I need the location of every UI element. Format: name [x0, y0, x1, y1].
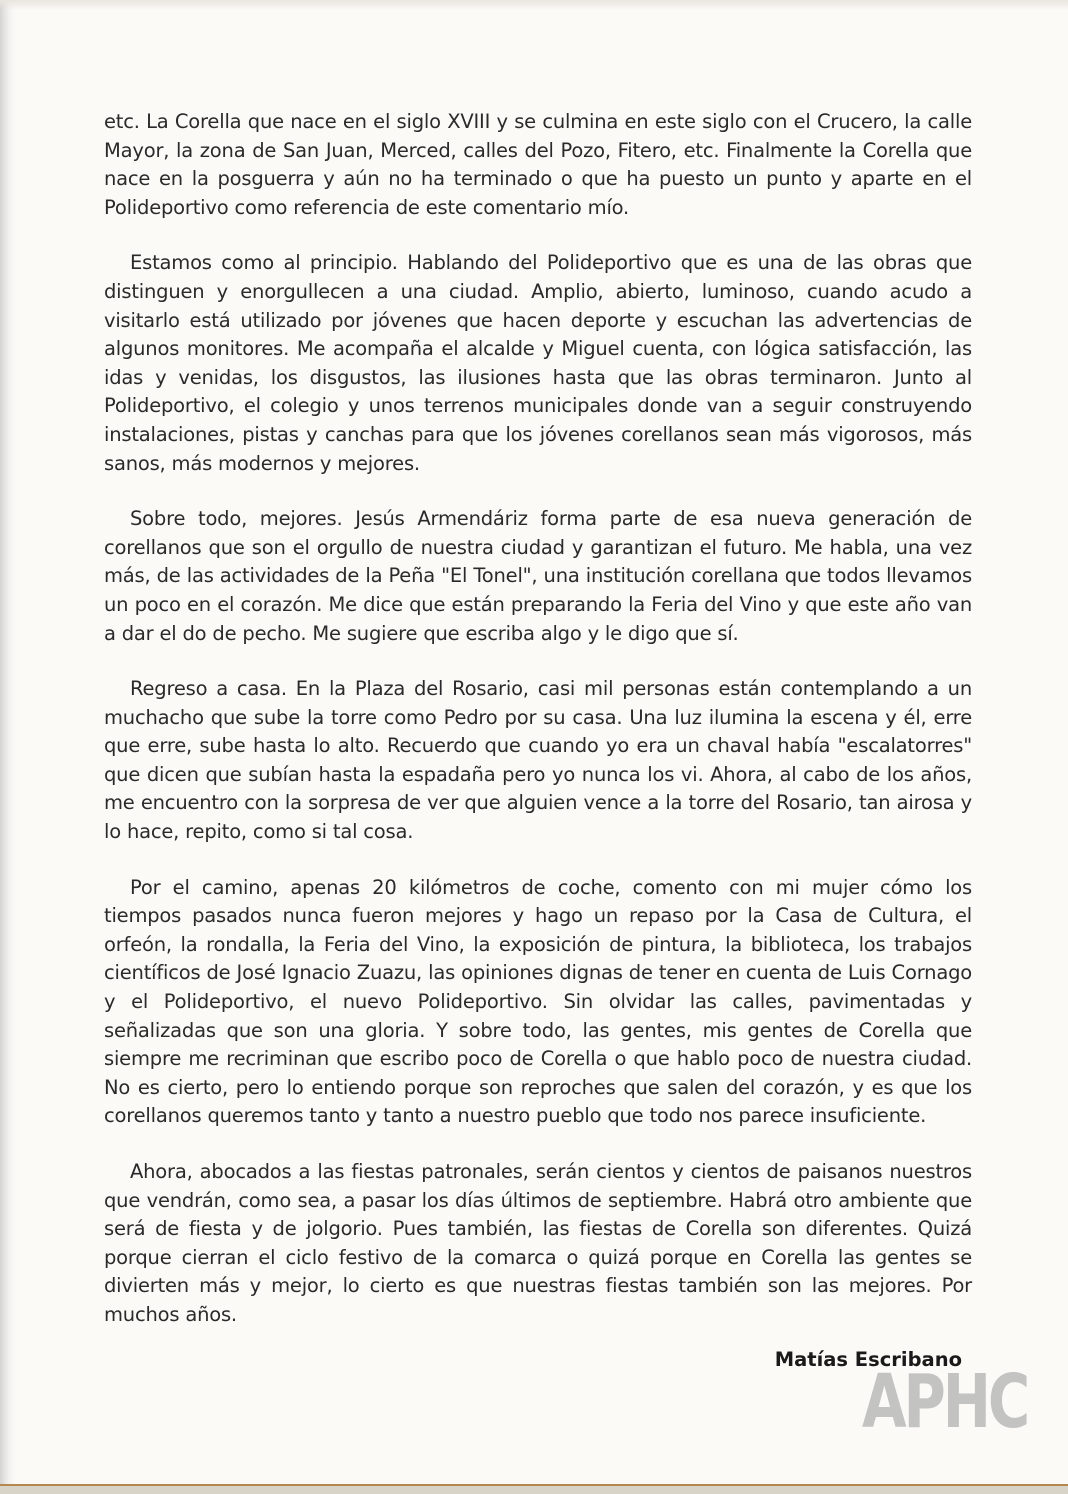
paragraph-3: Sobre todo, mejores. Jesús Armendáriz forma parte de esa nueva generación de corellanos que son el orgullo de nuestra ciudad y garantizan el futuro. Me habla, una vez más, de las actividades de la Peña "El Tonel", una institución corellana que todos llevamos un poco en el corazón. Me dice que están preparando la Feria del Vino y que este año van a dar el do de pecho. Me sugiere que escriba algo y le digo que sí.: [104, 507, 972, 645]
paragraph-5: Por el camino, apenas 20 kilómetros de coche, comento con mi mujer cómo los tiempos pasados nunca fueron mejores y hago un repaso por la Casa de Cultura, el orfeón, la rondalla, la Feria del Vino, la exposición de pintura, la biblioteca, los trabajos científicos de José Ignacio Zuazu, las opiniones dignas de tener en cuenta de Luis Cornago y el Polideportivo, el nuevo Polideportivo. Sin olvidar las calles, pavimentadas y señalizadas que son una gloria. Y sobre todo, las gentes, mis gentes de Corella que siempre me recriminan que escribo poco de Corella o que hablo poco de nuestra ciudad. No es cierto, pero lo entiendo porque son reproches que salen del corazón, y es que los corellanos queremos tanto y tanto a nuestro pueblo que todo nos parece insuficiente.: [104, 875, 972, 1128]
paragraph-2: Estamos como al principio. Hablando del Polideportivo que es una de las obras que distinguen y enorgullecen a una ciudad. Amplio, abierto, luminoso, cuando acudo a visitarlo está utilizado por jóvenes que hacen deporte y escuchan las advertencias de algunos monitores. Me acompaña el alcalde y Miguel cuenta, con lógica satisfacción, las idas y venidas, los disgustos, las ilusiones hasta que las obras terminaron. Junto al Polideportivo, el colegio y unos terrenos municipales donde van a seguir construyendo instalaciones, pistas y canchas para que los jóvenes corellanos sean más vigorosos, más sanos, más modernos y mejores.: [104, 251, 972, 475]
page-top-edge: [0, 0, 1068, 10]
paragraph-6: Ahora, abocados a las fiestas patronales, serán cientos y cientos de paisanos nuestros que vendrán, como sea, a pasar los días últimos de septiembre. Habrá otro ambiente que será de fiesta y de jolgorio. Pues también, las fiestas de Corella son diferentes. Quizá porque cierran el ciclo festivo de la comarca o quizá porque en Corella las gentes se divierten más y mejor, lo cierto es que nuestras fiestas también son las mejores. Por muchos años.: [104, 1160, 972, 1326]
paragraph-1: etc. La Corella que nace en el siglo XVIII y se culmina en este siglo con el Crucero, la calle Mayor, la zona de San Juan, Merced, calles del Pozo, Fitero, etc. Finalmente la Corella que nace en la posguerra y aún no ha terminado o que ha puesto un punto y aparte en el Polideportivo como referencia de este comentario mío.: [104, 110, 972, 219]
paragraph-4: Regreso a casa. En la Plaza del Rosario, casi mil personas están contemplando a un muchacho que sube la torre como Pedro por su casa. Una luz ilumina la escena y él, erre que erre, sube hasta lo alto. Recuerdo que cuando yo era un chaval había "escalatorres" que dicen que subían hasta la espadaña pero yo nunca los vi. Ahora, al cabo de los años, me encuentro con la sorpresa de ver que alguien vence a la torre del Rosario, tan airosa y lo hace, repito, como si tal cosa.: [104, 677, 972, 844]
page-bottom-edge: [0, 1484, 1068, 1494]
article-body: [104, 108, 972, 1357]
aphc-watermark-logo: APHC: [862, 1359, 1028, 1445]
author-signature: Matías Escribano: [774, 1348, 962, 1371]
